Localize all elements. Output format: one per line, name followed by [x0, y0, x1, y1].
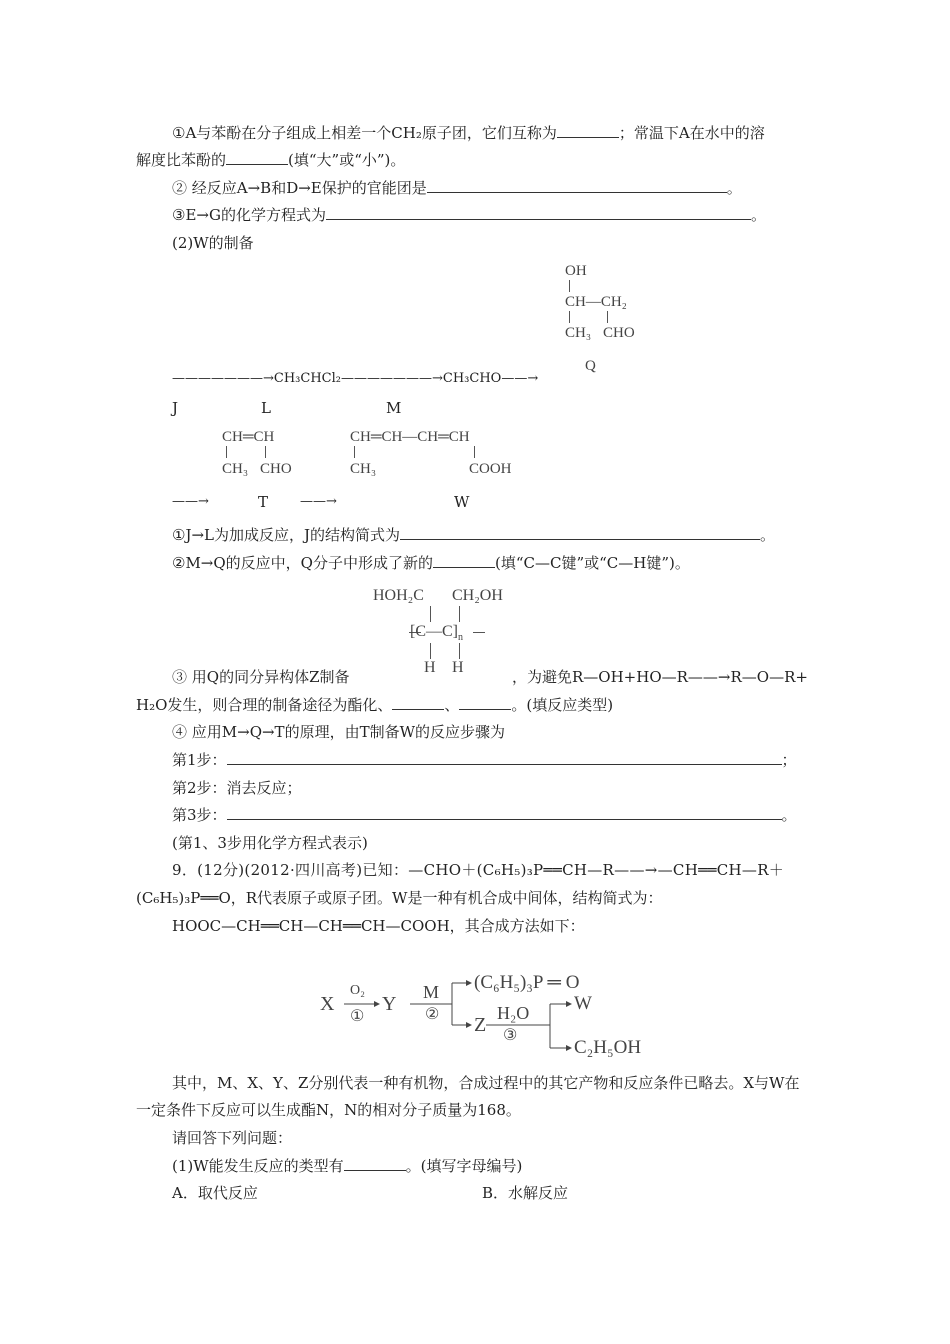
arrow: ——→: [172, 494, 209, 509]
bond: [607, 311, 608, 323]
text: 。(填写字母编号): [405, 1157, 523, 1175]
text: (1)W能发生反应的类型有: [172, 1157, 344, 1175]
poly-backbone: $[C—C]_n$: [410, 623, 463, 644]
option-a[interactable]: A．取代反应: [172, 1184, 258, 1202]
label-t: T: [258, 493, 269, 511]
text: ③E→G的化学方程式为: [172, 206, 326, 224]
poly-left: HOH₂C: [373, 587, 424, 604]
text: ；: [781, 751, 797, 769]
answer-blank: [459, 695, 511, 710]
product-w: W: [574, 993, 592, 1014]
text: ①J→L为加成反应，J的结构简式为: [172, 526, 401, 544]
product-pho: (C₆H₅)₃P ═ O: [474, 972, 580, 993]
text: ② 经反应A→B和D→E保护的官能团是: [172, 179, 427, 197]
text: ；常温下A在水中的溶: [618, 124, 765, 142]
q9-para3: 请回答下列问题：: [172, 1129, 293, 1147]
label-y: Y: [382, 993, 397, 1015]
label-l: L: [261, 399, 271, 417]
reagent-h2o: H₂O: [497, 1003, 530, 1023]
q8-sub2: [172, 178, 742, 198]
answer-blank: [344, 1156, 406, 1171]
q9-para2: 一定条件下反应可以生成酯N，N的相对分子质量为168。: [136, 1101, 521, 1119]
product-ethanol: C₂H₅OH: [574, 1037, 642, 1058]
poly-right: CH₂OH: [452, 587, 503, 604]
label-j: J: [172, 399, 179, 417]
q8-sub1-line2: [136, 150, 405, 170]
q8-sub3: [172, 205, 766, 225]
t-cho: CHO: [260, 461, 292, 477]
bond: [473, 632, 485, 633]
q9-sub1: [172, 1156, 522, 1176]
answer-blank: [433, 553, 495, 568]
label-z: Z: [474, 1014, 487, 1036]
bond: [459, 643, 460, 659]
bond: [226, 446, 227, 458]
label-m: M: [386, 399, 402, 417]
q8-s3-b: ，为避免R—OH+HO—R——→R—O—R+: [512, 668, 808, 686]
t-top: CH═CH: [222, 429, 275, 445]
text: C—C: [415, 623, 453, 640]
text: 解度比苯酚的: [136, 151, 227, 169]
text: 。: [781, 806, 797, 824]
text: 。: [760, 526, 776, 544]
text: 。: [726, 179, 742, 197]
answer-blank: [226, 150, 288, 165]
bond: [569, 280, 570, 292]
q-ch: CH—CH₂: [565, 294, 627, 310]
bond: [474, 446, 475, 458]
reagent-m: M: [423, 982, 440, 1002]
t-ch3: CH₃: [222, 461, 249, 477]
q9-line2: (C₆H₅)₃P══O，R代表原子或原子团。W是一种有机合成中间体，结构简式为：: [136, 889, 663, 907]
w-top: CH═CH—CH═CH: [350, 429, 470, 445]
step-2: ②: [425, 1006, 440, 1023]
text: 第1步：: [172, 751, 227, 769]
label-q: Q: [585, 358, 596, 374]
reaction-row: ———————→CH₃CHCl₂———————→CH₃CHO——→: [172, 371, 539, 386]
answer-blank: [400, 525, 760, 540]
bond: [569, 311, 570, 323]
q8-s3-a: ③ 用Q的同分异构体Z制备: [172, 668, 350, 686]
q-ch3: CH₃: [565, 325, 592, 341]
reagent-o2: O₂: [350, 983, 365, 998]
step-3: ③: [503, 1027, 518, 1044]
answer-blank: [227, 750, 782, 765]
answer-blank: [227, 805, 782, 820]
option-b[interactable]: B．水解反应: [482, 1184, 569, 1202]
text: 第3步：: [172, 806, 227, 824]
arrow: ——→: [300, 494, 337, 509]
step2: 第2步：消去反应；: [172, 779, 302, 797]
text: ①A与苯酚在分子组成上相差一个CH₂原子团，它们互称为: [172, 124, 557, 142]
bond: [430, 643, 431, 659]
answer-blank: [392, 695, 444, 710]
w-cooh: COOH: [469, 461, 512, 477]
answer-blank: [557, 123, 619, 138]
q9-line1: 9．(12分)(2012·四川高考)已知：—CHO＋(C₆H₅)₃P══CH—R——→—CH══CH—R＋: [172, 861, 785, 879]
q8-s4: ④ 应用M→Q→T的原理，由T制备W的反应步骤为: [172, 723, 505, 741]
label-w: W: [454, 493, 470, 511]
text: (填“C—C键”或“C—H键”)。: [494, 554, 690, 572]
poly-h: H: [452, 659, 464, 676]
q9-line3: HOOC—CH══CH—CH══CH—COOH，其合成方法如下：: [172, 917, 585, 935]
text: 。: [750, 206, 766, 224]
bond: [430, 606, 431, 622]
q9-para1: 其中，M、X、Y、Z分别代表一种有机物，合成过程中的其它产物和反应条件已略去。X与W在: [172, 1074, 800, 1092]
step-1: ①: [350, 1008, 365, 1025]
q8-s2: [172, 553, 690, 573]
q8-sub1-line1: [172, 123, 765, 143]
text: 。(填反应类型): [511, 696, 614, 714]
step1: [172, 750, 797, 770]
q8-s3-line2: [136, 695, 613, 715]
step3: [172, 805, 797, 825]
bond: [265, 446, 266, 458]
poly-h: H: [424, 659, 436, 676]
text: ②M→Q的反应中，Q分子中形成了新的: [172, 554, 433, 572]
q8-s1: [172, 525, 775, 545]
note: (第1、3步用化学方程式表示): [172, 834, 368, 852]
label-x: X: [320, 993, 335, 1015]
w-ch3: CH₃: [350, 461, 377, 477]
q-cho: CHO: [603, 325, 635, 341]
text: H₂O发生，则合理的制备途径为酯化、: [136, 696, 393, 714]
answer-blank: [326, 205, 751, 220]
text: (填“大”或“小”)。: [288, 151, 406, 169]
part-heading: (2)W的制备: [172, 234, 254, 252]
bond: [459, 606, 460, 622]
answer-blank: [427, 178, 727, 193]
text: 、: [444, 696, 460, 714]
bond: [354, 446, 355, 458]
q-oh: OH: [565, 263, 587, 279]
text: n: [458, 632, 463, 644]
